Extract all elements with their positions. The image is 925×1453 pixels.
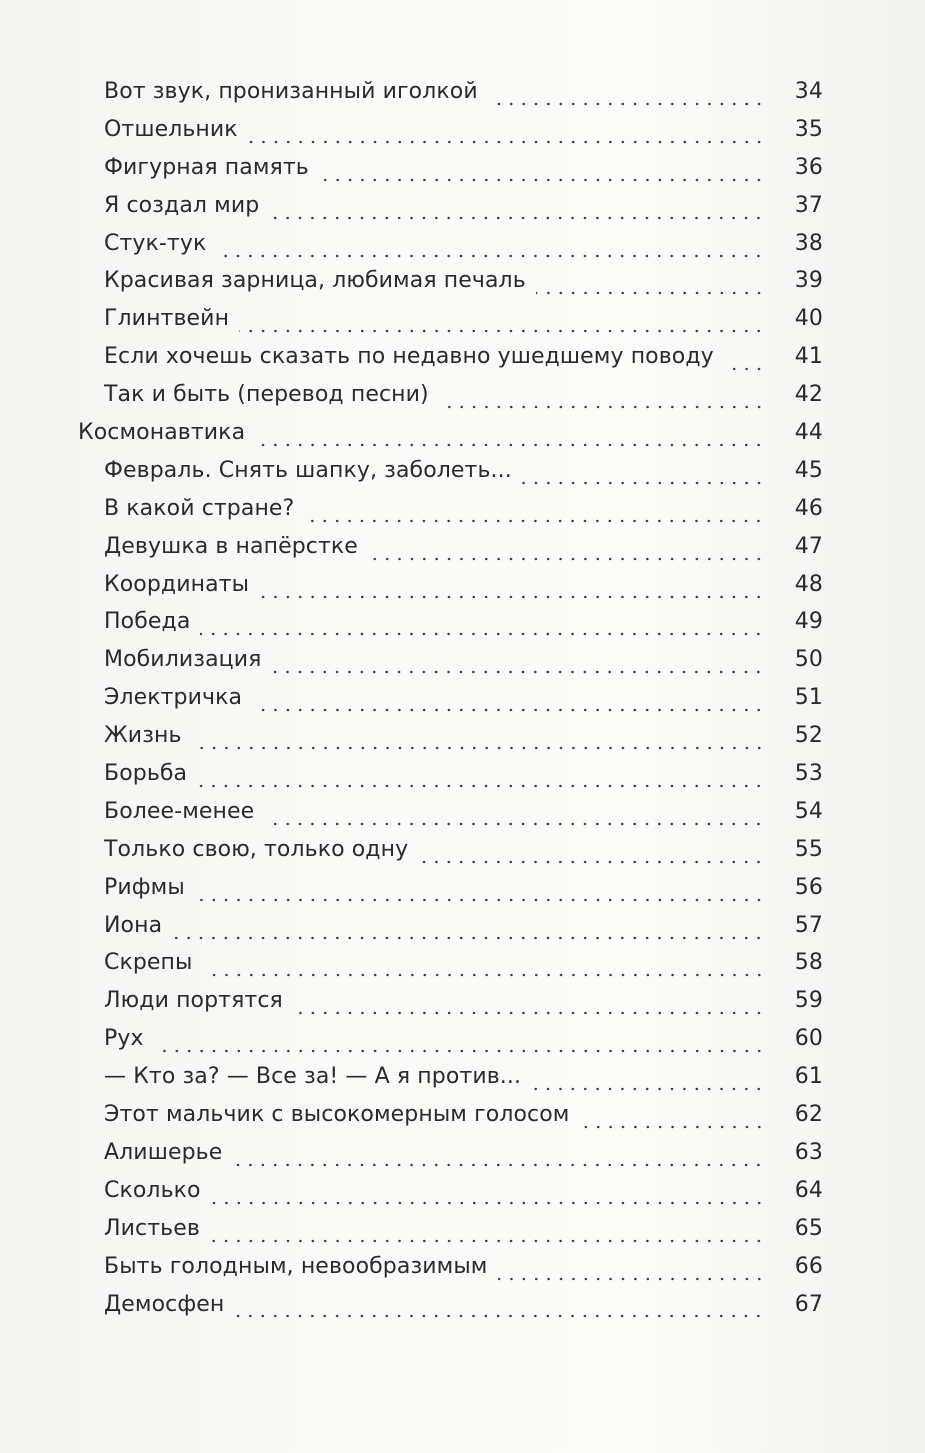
toc-entry-title: Координаты (104, 571, 250, 597)
toc-entry-row (78, 306, 823, 344)
dot-leader (319, 177, 765, 183)
dot-leader (195, 897, 765, 903)
toc-page-number: 60 (794, 1026, 823, 1052)
toc-entry-title: Быть голодным, невообразимым (104, 1253, 488, 1279)
toc-entry-title: Красивая зарница, любимая печаль (104, 268, 526, 294)
toc-entry-title: Рух (104, 1026, 144, 1052)
toc-page-number: 42 (794, 382, 823, 408)
dot-leader (418, 859, 765, 865)
toc-page-number: 46 (794, 495, 823, 521)
toc-entry-row (78, 268, 823, 306)
toc-entry-title: Стук-тук (104, 230, 207, 256)
toc-entry-title: Этот мальчик с высокомерным голосом (104, 1102, 570, 1128)
toc-entry-row (78, 382, 823, 420)
toc-page-number: 38 (794, 230, 823, 256)
toc-page-number: 59 (794, 988, 823, 1014)
dot-leader (154, 1048, 765, 1054)
toc-entry-title: Девушка в напёрстке (104, 533, 358, 559)
table-of-contents (78, 79, 823, 1329)
toc-entry-row (78, 837, 823, 875)
toc-entry-title: Люди портятся (104, 988, 283, 1014)
toc-entry-title: Мобилизация (104, 647, 262, 673)
toc-page-number: 65 (794, 1215, 823, 1241)
toc-entry-title: Отшельник (104, 116, 238, 142)
toc-entry-row (78, 1254, 823, 1292)
toc-page-number: 39 (794, 268, 823, 294)
dot-leader (203, 972, 765, 978)
toc-entry-row (78, 1178, 823, 1216)
toc-entry-row (78, 1026, 823, 1064)
toc-entry-title: Космонавтика (78, 420, 246, 446)
toc-section-row (78, 420, 823, 458)
toc-entry-row (78, 685, 823, 723)
toc-entry-row (78, 875, 823, 913)
toc-page-number: 37 (794, 192, 823, 218)
toc-entry-title: Рифмы (104, 874, 185, 900)
dot-leader (536, 290, 765, 296)
toc-entry-row (78, 496, 823, 534)
dot-leader (210, 1238, 765, 1244)
toc-page-number: 41 (794, 344, 823, 370)
toc-entry-title: Победа (104, 609, 191, 635)
toc-entry-row (78, 193, 823, 231)
dot-leader (271, 669, 765, 675)
toc-entry-row (78, 231, 823, 269)
toc-page-number: 66 (794, 1253, 823, 1279)
toc-entry-title: Алишерье (104, 1139, 223, 1165)
dot-leader (239, 328, 765, 334)
dot-leader (293, 1010, 765, 1016)
toc-entry-row (78, 1064, 823, 1102)
dot-leader (259, 594, 765, 600)
toc-entry-title: Если хочешь сказать по недавно ушедшему поводу (104, 344, 714, 370)
toc-entry-row (78, 117, 823, 155)
dot-leader (252, 707, 765, 713)
dot-leader (531, 1086, 765, 1092)
dot-leader (248, 139, 765, 145)
toc-entry-title: Сколько (104, 1177, 201, 1203)
toc-entry-row (78, 1292, 823, 1330)
toc-entry-row (78, 79, 823, 117)
toc-entry-row (78, 572, 823, 610)
toc-entry-title: Более-менее (104, 798, 255, 824)
toc-page-number: 62 (794, 1102, 823, 1128)
toc-entry-row (78, 344, 823, 382)
toc-page-number: 56 (794, 874, 823, 900)
toc-entry-title: Борьба (104, 761, 188, 787)
toc-entry-title: Демосфен (104, 1291, 225, 1317)
toc-page-number: 47 (794, 533, 823, 559)
toc-page-number: 54 (794, 798, 823, 824)
toc-page-number: 58 (794, 950, 823, 976)
toc-entry-row (78, 534, 823, 572)
toc-entry-row (78, 647, 823, 685)
toc-entry-title: Только свою, только одну (104, 836, 409, 862)
dot-leader (522, 480, 765, 486)
toc-entry-title: В какой стране? (104, 495, 295, 521)
dot-leader (197, 783, 765, 789)
toc-entry-title: Я создал мир (104, 192, 260, 218)
toc-entry-row (78, 1216, 823, 1254)
dot-leader (269, 215, 765, 221)
toc-entry-title: Электричка (104, 685, 243, 711)
toc-entry-title: — Кто за? — Все за! — А я против... (104, 1064, 522, 1090)
dot-leader (234, 1313, 765, 1319)
dot-leader (264, 821, 765, 827)
toc-page-number: 63 (794, 1139, 823, 1165)
dot-leader (192, 745, 765, 751)
dot-leader (488, 101, 765, 107)
toc-entry-title: Скрепы (104, 950, 193, 976)
toc-page-number: 61 (794, 1064, 823, 1090)
dot-leader (216, 253, 765, 259)
toc-page-number: 53 (794, 761, 823, 787)
toc-entry-row (78, 723, 823, 761)
dot-leader (580, 1124, 766, 1130)
toc-page-number: 50 (794, 647, 823, 673)
dot-leader (724, 366, 765, 372)
toc-entry-row (78, 761, 823, 799)
toc-entry-row (78, 458, 823, 496)
toc-page-number: 35 (794, 116, 823, 142)
dot-leader (255, 442, 765, 448)
toc-entry-row (78, 799, 823, 837)
dot-leader (498, 1276, 765, 1282)
toc-page-number: 55 (794, 836, 823, 862)
toc-entry-row (78, 950, 823, 988)
toc-page-number: 51 (794, 685, 823, 711)
toc-page-number: 48 (794, 571, 823, 597)
toc-entry-row (78, 913, 823, 951)
toc-page-number: 40 (794, 306, 823, 332)
toc-page-number: 49 (794, 609, 823, 635)
toc-entry-row (78, 155, 823, 193)
toc-entry-row (78, 1140, 823, 1178)
toc-page-number: 67 (794, 1291, 823, 1317)
dot-leader (439, 404, 765, 410)
toc-entry-title: Фигурная память (104, 154, 309, 180)
toc-page-number: 64 (794, 1177, 823, 1203)
dot-leader (368, 556, 765, 562)
dot-leader (232, 1162, 765, 1168)
toc-entry-title: Листьев (104, 1215, 200, 1241)
toc-page-number: 45 (794, 457, 823, 483)
toc-entry-title: Жизнь (104, 723, 182, 749)
dot-leader (211, 1200, 765, 1206)
toc-entry-row (78, 609, 823, 647)
toc-entry-row (78, 1102, 823, 1140)
toc-page-number: 57 (794, 912, 823, 938)
toc-page-number: 52 (794, 723, 823, 749)
toc-entry-title: Вот звук, пронизанный иголкой (104, 79, 478, 104)
dot-leader (200, 631, 765, 637)
toc-entry-title: Февраль. Снять шапку, заболеть... (104, 457, 512, 483)
toc-page-number: 34 (794, 79, 823, 104)
dot-leader (172, 935, 765, 941)
toc-page-number: 36 (794, 154, 823, 180)
toc-entry-row (78, 988, 823, 1026)
toc-entry-title: Так и быть (перевод песни) (104, 382, 429, 408)
toc-entry-title: Глинтвейн (104, 306, 230, 332)
toc-entry-title: Иона (104, 912, 163, 938)
dot-leader (304, 518, 765, 524)
toc-page-number: 44 (794, 420, 823, 446)
